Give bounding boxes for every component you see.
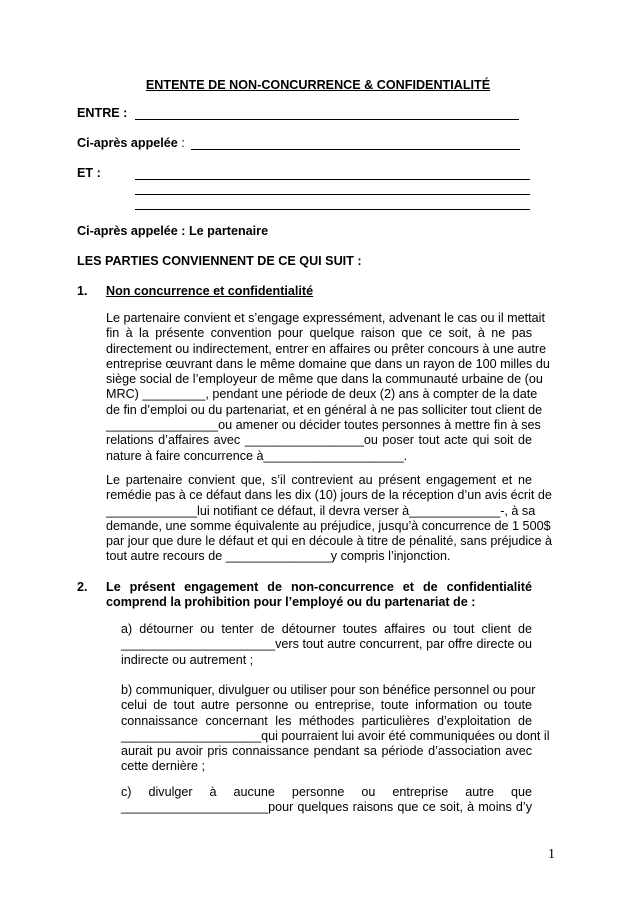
clause-a-line: ______________________vers tout autre concurrent, par offre directe ou — [121, 637, 532, 652]
s1p2-line: par jour que dure le défaut et qui en découle à titre de pénalité, sans préjudice à — [106, 534, 552, 549]
appelee-colon: : — [177, 136, 185, 150]
s1p1-line: nature à faire concurrence à____________________. — [106, 448, 408, 463]
s1p2-line: Le partenaire convient que, s’il contrevient au présent engagement et ne — [106, 473, 532, 487]
s1p2-line: remédie pas à ce défaut dans les dix (10) jours de la réception d’un avis écrit de — [106, 488, 552, 503]
section-1-paragraph-2 — [106, 473, 552, 565]
s1p1-line: entreprise œuvrant dans le même domaine que dans un rayon de 100 milles du — [106, 356, 550, 371]
s1p1-line: directement ou indirectement, entrer en affaires ou prêter concours à une autre — [106, 341, 547, 356]
clause-b — [121, 683, 550, 775]
parties-line: LES PARTIES CONVIENNENT DE CE QUI SUIT : — [77, 254, 362, 268]
section-1-heading: Non concurrence et confidentialité — [106, 284, 314, 298]
appelee-label: Ci-après appelée — [77, 136, 178, 150]
clause-b-line: connaissance concernant les méthodes particulières d’exploitation de — [121, 713, 532, 728]
section-2-heading — [106, 580, 532, 611]
clause-b-line: aurait pu avoir pris connaissance pendant sa période d’association avec — [121, 744, 532, 759]
s1p1-line: siège social de l’employeur de même que dans la communauté urbaine de (ou — [106, 372, 543, 387]
clause-a-line: a) détourner ou tenter de détourner toutes affaires ou tout client de — [121, 622, 532, 636]
s1p2-line: demande, une somme équivalente au préjudice, jusqu’à concurrence de 1 500$ — [106, 518, 551, 533]
document-title: ENTENTE DE NON-CONCURRENCE & CONFIDENTIALITÉ — [145, 78, 491, 92]
s1p1-line: de fin d’emploi ou du partenariat, et en général à ne pas solliciter tout client de — [106, 402, 543, 417]
et-blank-line-1 — [135, 179, 530, 180]
s2-heading-line: comprend la prohibition pour l’employé ou du partenariat de : — [106, 595, 476, 610]
s1p1-line: fin à la présente convention pour quelque raison que ce soit, à ne pas — [106, 326, 532, 341]
et-blank-line-2 — [135, 194, 530, 195]
entre-label: ENTRE : — [77, 106, 128, 120]
s2-heading-line: Le présent engagement de non-concurrence et de confidentialité — [106, 580, 532, 594]
s1p2-line: tout autre recours de _______________y compris l’injonction. — [106, 549, 451, 564]
page-number: 1 — [548, 847, 555, 862]
clause-a — [121, 622, 532, 668]
partenaire-line: Ci-après appelée : Le partenaire — [77, 224, 269, 238]
s1p1-line: relations d’affaires avec _________________ou poser tout acte qui soit de — [106, 433, 532, 448]
s1p1-line: ________________ou amener ou décider toutes personnes à mettre fin à ses — [106, 418, 541, 433]
s1p1-line: Le partenaire convient et s’engage expressément, advenant le cas ou il mettait — [106, 311, 545, 325]
section-2-number: 2. — [77, 580, 88, 594]
clause-c — [121, 785, 532, 816]
appelee-label-row — [77, 136, 185, 150]
clause-b-line: celui de tout autre personne ou entreprise, toute information ou toute — [121, 698, 532, 713]
s1p2-line: _____________lui notifiant ce défaut, il devra verser à_____________-, à sa — [106, 503, 536, 518]
et-blank-line-3 — [135, 209, 530, 210]
et-label: ET : — [77, 166, 101, 180]
section-1-paragraph-1 — [106, 311, 550, 464]
entre-blank-line — [135, 119, 519, 120]
clause-b-line: b) communiquer, divulguer ou utiliser pour son bénéfice personnel ou pour — [121, 683, 536, 697]
appelee-blank-line — [191, 149, 520, 150]
s1p1-line: MRC) _________, pendant une période de deux (2) ans à compter de la date — [106, 387, 538, 402]
clause-b-line: ____________________qui pourraient lui avoir été communiquées ou dont il — [121, 728, 550, 743]
clause-b-line: cette dernière ; — [121, 759, 206, 774]
clause-c-line: _____________________pour quelques raisons que ce soit, à moins d’y — [121, 800, 532, 815]
clause-c-line: c) divulger à aucune personne ou entreprise autre que — [121, 785, 532, 799]
section-1-number: 1. — [77, 284, 88, 298]
clause-a-line: indirecte ou autrement ; — [121, 652, 254, 667]
